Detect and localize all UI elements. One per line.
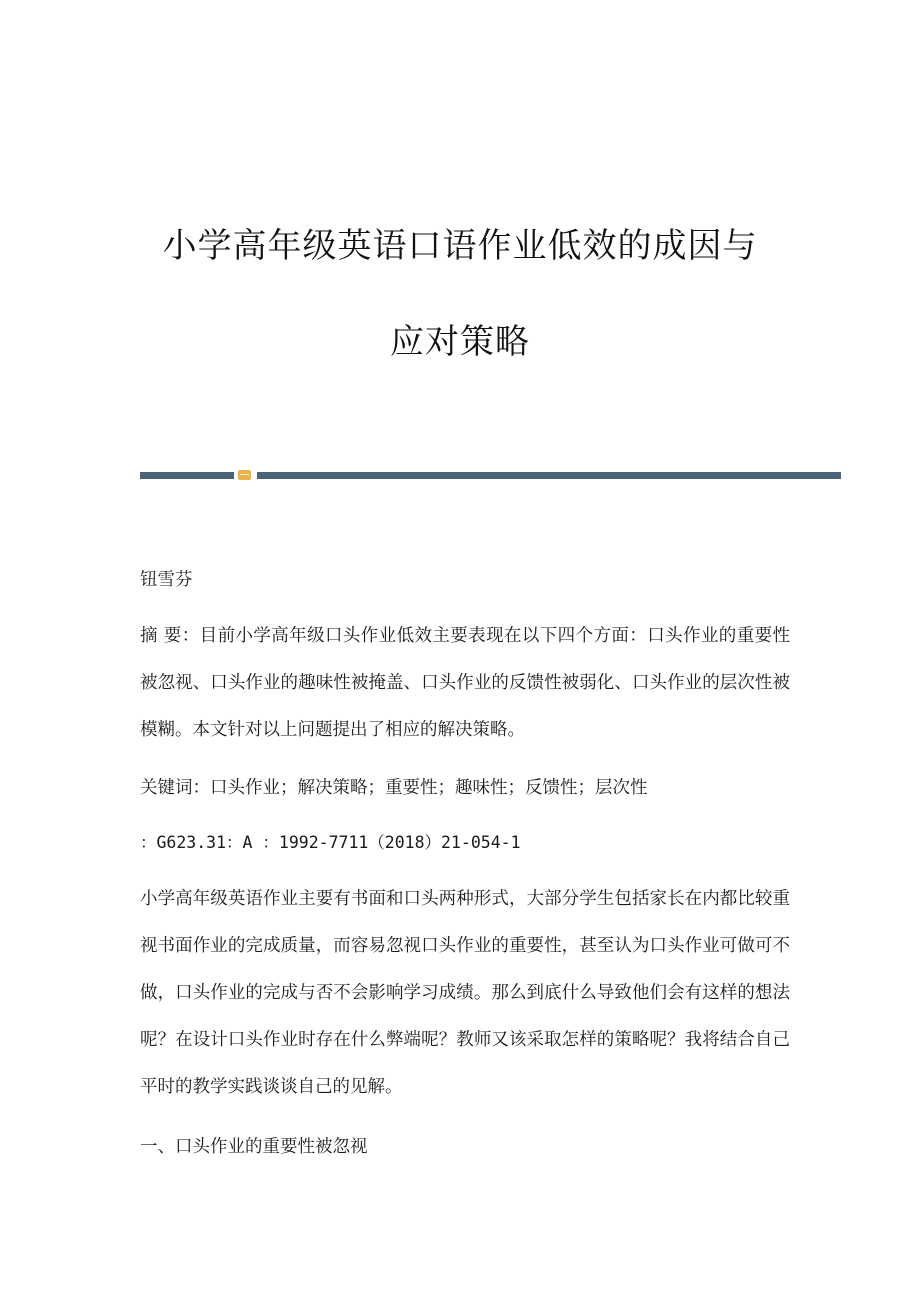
author-name: 钮雪芬 <box>140 570 193 590</box>
abstract: 摘 要：目前小学高年级口头作业低效主要表现在以下四个方面：口头作业的重要性被忽视、口头作业的趣味性被掩盖、口头作业的反馈性被弱化、口头作业的层次性被模糊。本文针对以上问题提出了相应的解决策略。 <box>140 626 790 740</box>
title-divider <box>140 470 841 480</box>
title-line-1: 小学高年级英语口语作业低效的成因与 <box>162 226 758 266</box>
keywords: 关键词：口头作业；解决策略；重要性；趣味性；反馈性；层次性 <box>140 778 648 798</box>
divider-ornament-icon <box>238 470 251 480</box>
section-heading: 一、口头作业的重要性被忽视 <box>140 1137 368 1157</box>
classification-code: ：G623.31：A ：1992-7711（2018）21-054-1 <box>140 833 521 852</box>
body-paragraph: 小学高年级英语作业主要有书面和口头两种形式，大部分学生包括家长在内都比较重视书面作业的完成质量，而容易忽视口头作业的重要性，甚至认为口头作业可做可不做，口头作业的完成与否不会影响学习成绩。那么到底什么导致他们会有这样的想法呢？在设计口头作业时存在什么弊端呢？教师又该采取怎样的策略呢？我将结合自己平时的教学实践谈谈自己的见解。 <box>140 889 790 1097</box>
divider-left-bar <box>140 472 234 479</box>
title-line-2: 应对策略 <box>390 322 530 362</box>
divider-right-bar <box>257 472 841 479</box>
